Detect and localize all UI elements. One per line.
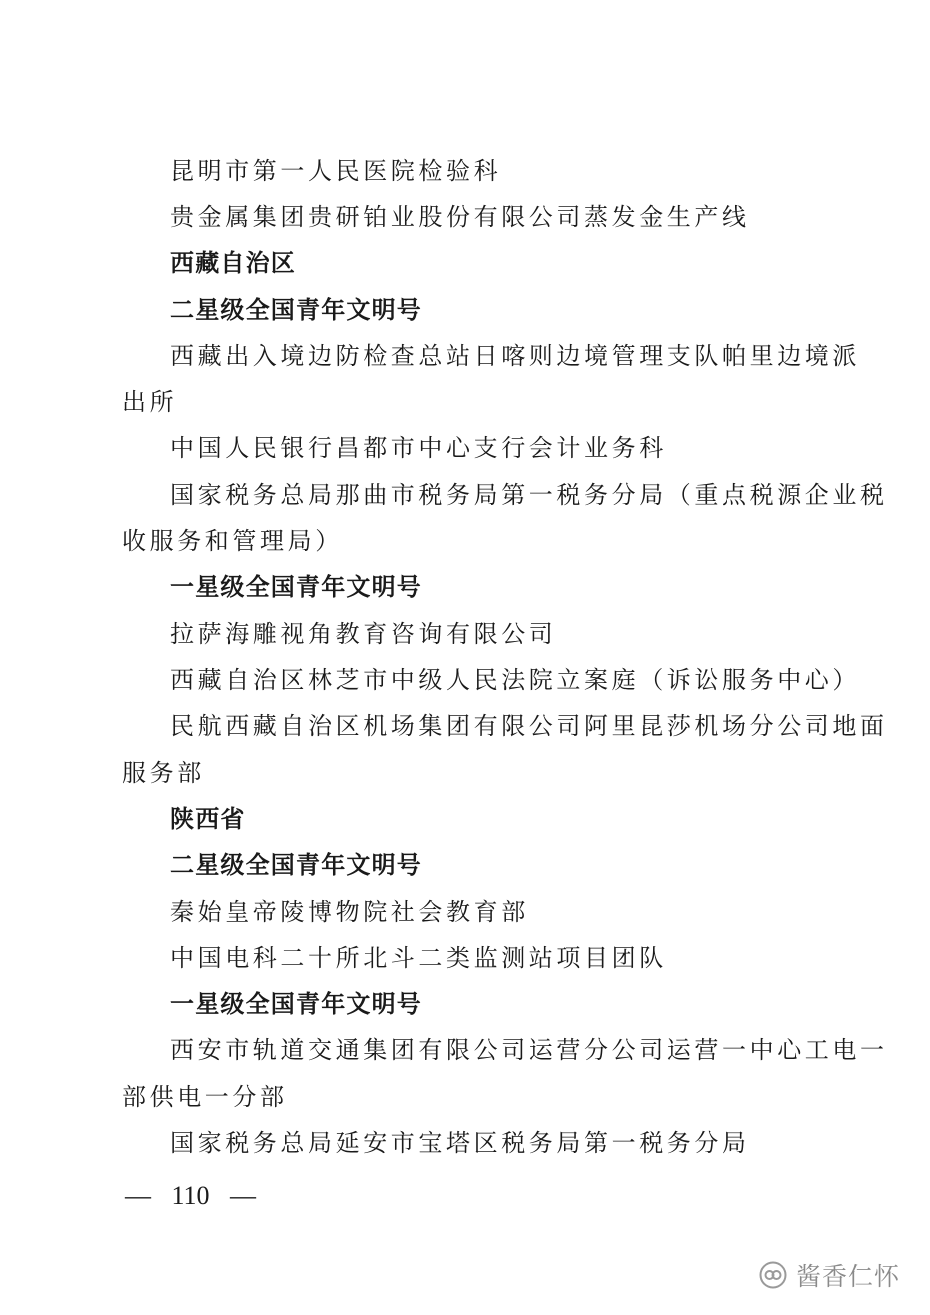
- entry-line-continuation: 出所: [122, 388, 178, 416]
- entry-line: 中国人民银行昌都市中心支行会计业务科: [170, 434, 667, 462]
- region-heading: 西藏自治区: [170, 249, 296, 277]
- watermark-text: 酱香仁怀: [796, 1262, 901, 1291]
- page-footer: [125, 1180, 256, 1212]
- category-heading: 二星级全国青年文明号: [170, 296, 422, 324]
- footer-dash-left: —: [125, 1181, 151, 1210]
- entry-line: 贵金属集团贵研铂业股份有限公司蒸发金生产线: [170, 203, 750, 231]
- entry-line: 拉萨海雕视角教育咨询有限公司: [170, 620, 557, 648]
- entry-line: 昆明市第一人民医院检验科: [170, 157, 502, 185]
- entry-line: 秦始皇帝陵博物院社会教育部: [170, 898, 529, 926]
- entry-line: 国家税务总局延安市宝塔区税务局第一税务分局: [170, 1129, 750, 1157]
- category-heading: 一星级全国青年文明号: [170, 990, 422, 1018]
- entry-line-continuation: 收服务和管理局）: [122, 527, 343, 555]
- entry-line: 西安市轨道交通集团有限公司运营分公司运营一中心工电一: [170, 1036, 888, 1064]
- entry-line: 西藏自治区林芝市中级人民法院立案庭（诉讼服务中心）: [170, 666, 860, 694]
- region-heading: 陕西省: [170, 805, 246, 833]
- entry-line: 中国电科二十所北斗二类监测站项目团队: [170, 944, 667, 972]
- entry-line-continuation: 服务部: [122, 759, 205, 787]
- category-heading: 一星级全国青年文明号: [170, 573, 422, 601]
- entry-line: 西藏出入境边防检查总站日喀则边境管理支队帕里边境派: [170, 342, 860, 370]
- entry-line: 国家税务总局那曲市税务局第一税务分局（重点税源企业税: [170, 481, 888, 509]
- footer-dash-right: —: [230, 1181, 257, 1210]
- entry-line-continuation: 部供电一分部: [122, 1083, 288, 1111]
- page-number: 110: [171, 1181, 210, 1210]
- wechat-official-account-icon: [758, 1260, 788, 1290]
- category-heading: 二星级全国青年文明号: [170, 851, 422, 879]
- entry-line: 民航西藏自治区机场集团有限公司阿里昆莎机场分公司地面: [170, 712, 888, 740]
- watermark: [758, 1258, 908, 1292]
